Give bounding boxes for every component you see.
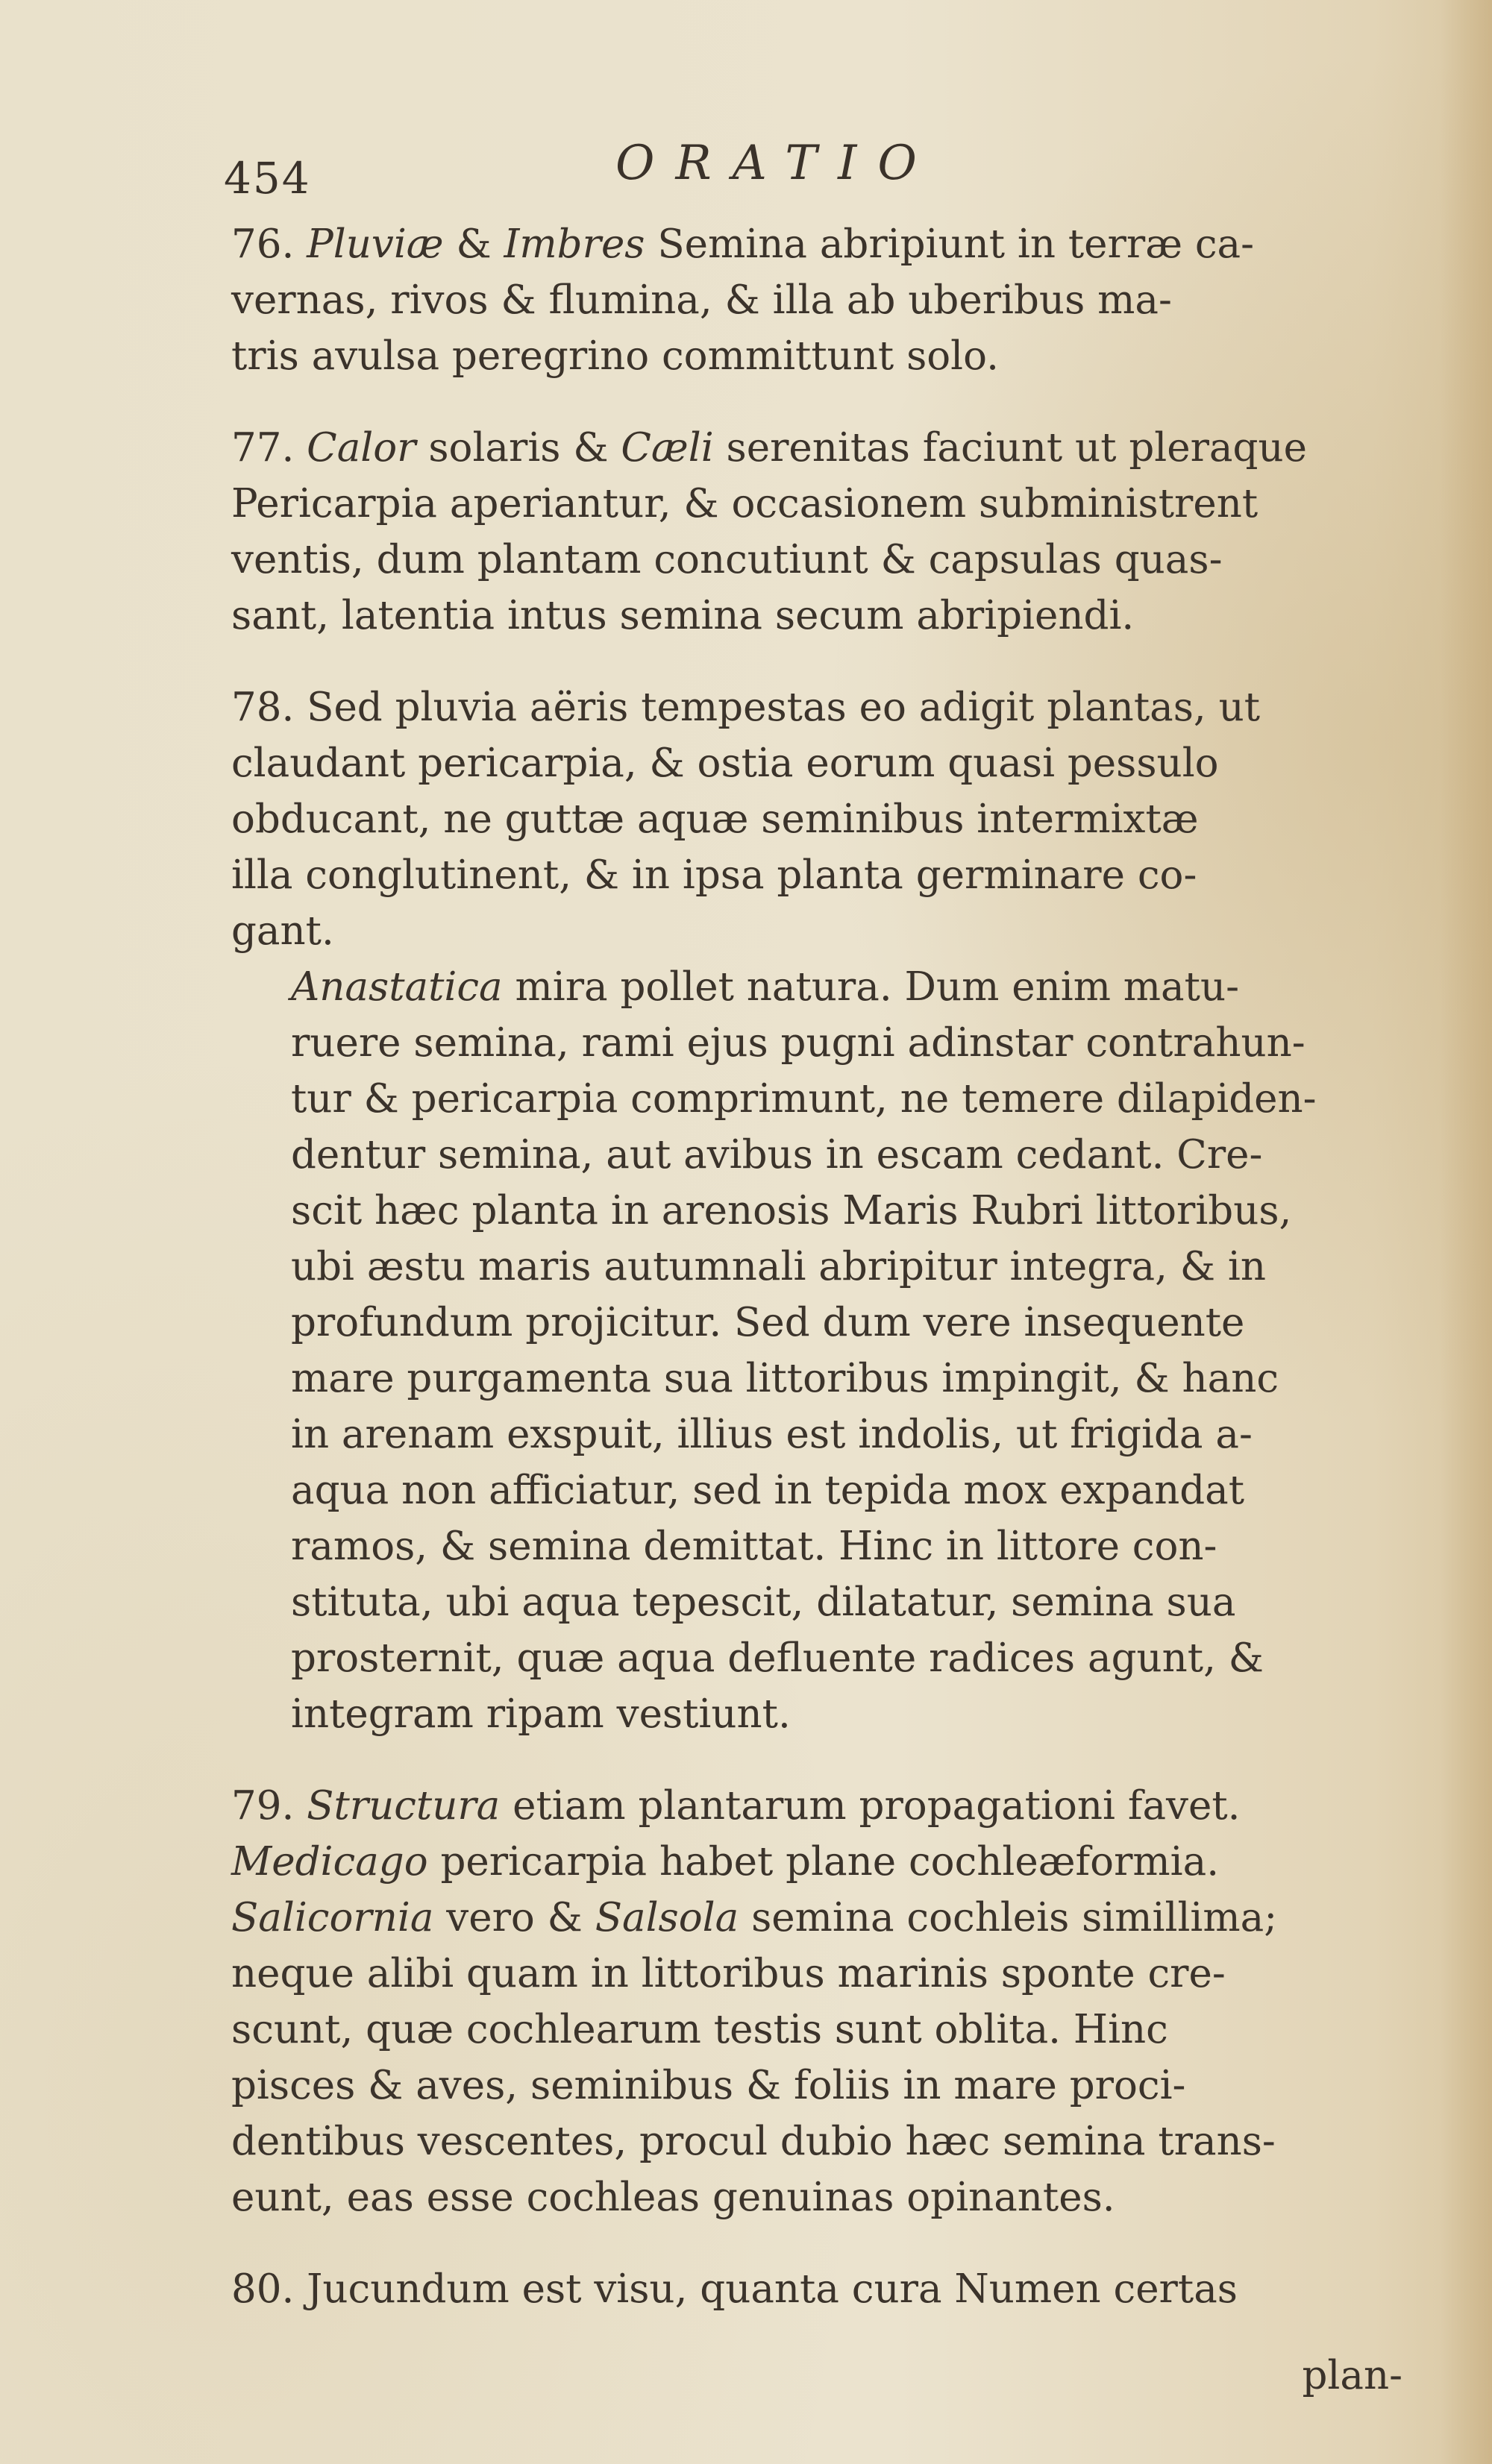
text-line: eunt, eas esse cochleas genuinas opinantes.	[231, 2175, 1115, 2220]
text-line: obducant, ne guttæ aquæ seminibus intermixtæ	[231, 796, 1199, 842]
text-line: aqua non afficiatur, sed in tepida mox expandat	[291, 1468, 1245, 1513]
page-number: 454	[224, 153, 311, 204]
paragraph-anastatica	[231, 959, 1410, 1742]
text-line: 76. Pluviæ & Imbres Semina abripiunt in terræ ca-	[231, 221, 1255, 267]
text-line: tur & pericarpia comprimunt, ne temere dilapiden-	[291, 1076, 1317, 1122]
catchword: plan-	[1302, 2353, 1402, 2398]
text-line: vernas, rivos & flumina, & illa ab uberibus ma-	[231, 277, 1172, 323]
paragraph-77	[231, 420, 1410, 644]
body-text	[231, 216, 1410, 2317]
text-line: prosternit, quæ aqua defluente radices agunt, &	[291, 1635, 1264, 1681]
text-line: 77. Calor solaris & Cæli serenitas faciunt ut pleraque	[231, 425, 1307, 471]
text-line: ubi æstu maris autumnali abripitur integra, & in	[291, 1244, 1266, 1289]
text-line: Pericarpia aperiantur, & occasionem subministrent	[231, 481, 1259, 527]
text-line: ventis, dum plantam concutiunt & capsulas quas-	[231, 537, 1223, 582]
text-line: claudant pericarpia, & ostia eorum quasi pessulo	[231, 741, 1219, 786]
text-line: neque alibi quam in littoribus marinis sponte cre-	[231, 1951, 1226, 1996]
text-line: pisces & aves, seminibus & foliis in mare proci-	[231, 2063, 1186, 2108]
text-line: scunt, quæ cochlearum testis sunt oblita. Hinc	[231, 2007, 1168, 2052]
text-line: scit hæc planta in arenosis Maris Rubri littoribus,	[291, 1188, 1292, 1233]
text-line: stituta, ubi aqua tepescit, dilatatur, semina sua	[291, 1580, 1236, 1625]
paragraph-80	[231, 2261, 1410, 2317]
text-line: gant.	[231, 908, 334, 954]
text-line: 78. Sed pluvia aëris tempestas eo adigit plantas, ut	[231, 685, 1261, 730]
text-line: ramos, & semina demittat. Hinc in littore con-	[291, 1524, 1217, 1569]
paragraph-76	[231, 216, 1410, 384]
text-line: tris avulsa peregrino committunt solo.	[231, 333, 999, 379]
page-edge-shadow	[1440, 0, 1492, 2464]
text-line: in arenam exspuit, illius est indolis, ut frigida a-	[291, 1412, 1253, 1457]
text-line: Anastatica mira pollet natura. Dum enim matu-	[291, 964, 1239, 1010]
text-line: integram ripam vestiunt.	[291, 1691, 791, 1737]
text-line: Medicago pericarpia habet plane cochleæformia.	[231, 1839, 1220, 1885]
text-line: 79. Structura etiam plantarum propagationi favet.	[231, 1783, 1241, 1829]
text-line: 80. Jucundum est visu, quanta cura Numen certas	[231, 2266, 1238, 2312]
paragraph-79	[231, 1778, 1410, 2225]
text-line: illa conglutinent, & in ipsa planta germinare co-	[231, 852, 1197, 898]
text-line: Salicornia vero & Salsola semina cochleis simillima;	[231, 1895, 1278, 1940]
text-line: sant, latentia intus semina secum abripiendi.	[231, 593, 1135, 638]
text-line: mare purgamenta sua littoribus impingit, & hanc	[291, 1356, 1279, 1401]
text-line: profundum projicitur. Sed dum vere insequente	[291, 1300, 1245, 1345]
paragraph-78	[231, 679, 1410, 959]
text-line: ruere semina, rami ejus pugni adinstar contrahun-	[291, 1020, 1306, 1066]
running-title: ORATIO	[615, 136, 938, 191]
text-line: dentur semina, aut avibus in escam cedant. Cre-	[291, 1132, 1263, 1178]
text-line: dentibus vescentes, procul dubio hæc semina trans-	[231, 2119, 1276, 2164]
